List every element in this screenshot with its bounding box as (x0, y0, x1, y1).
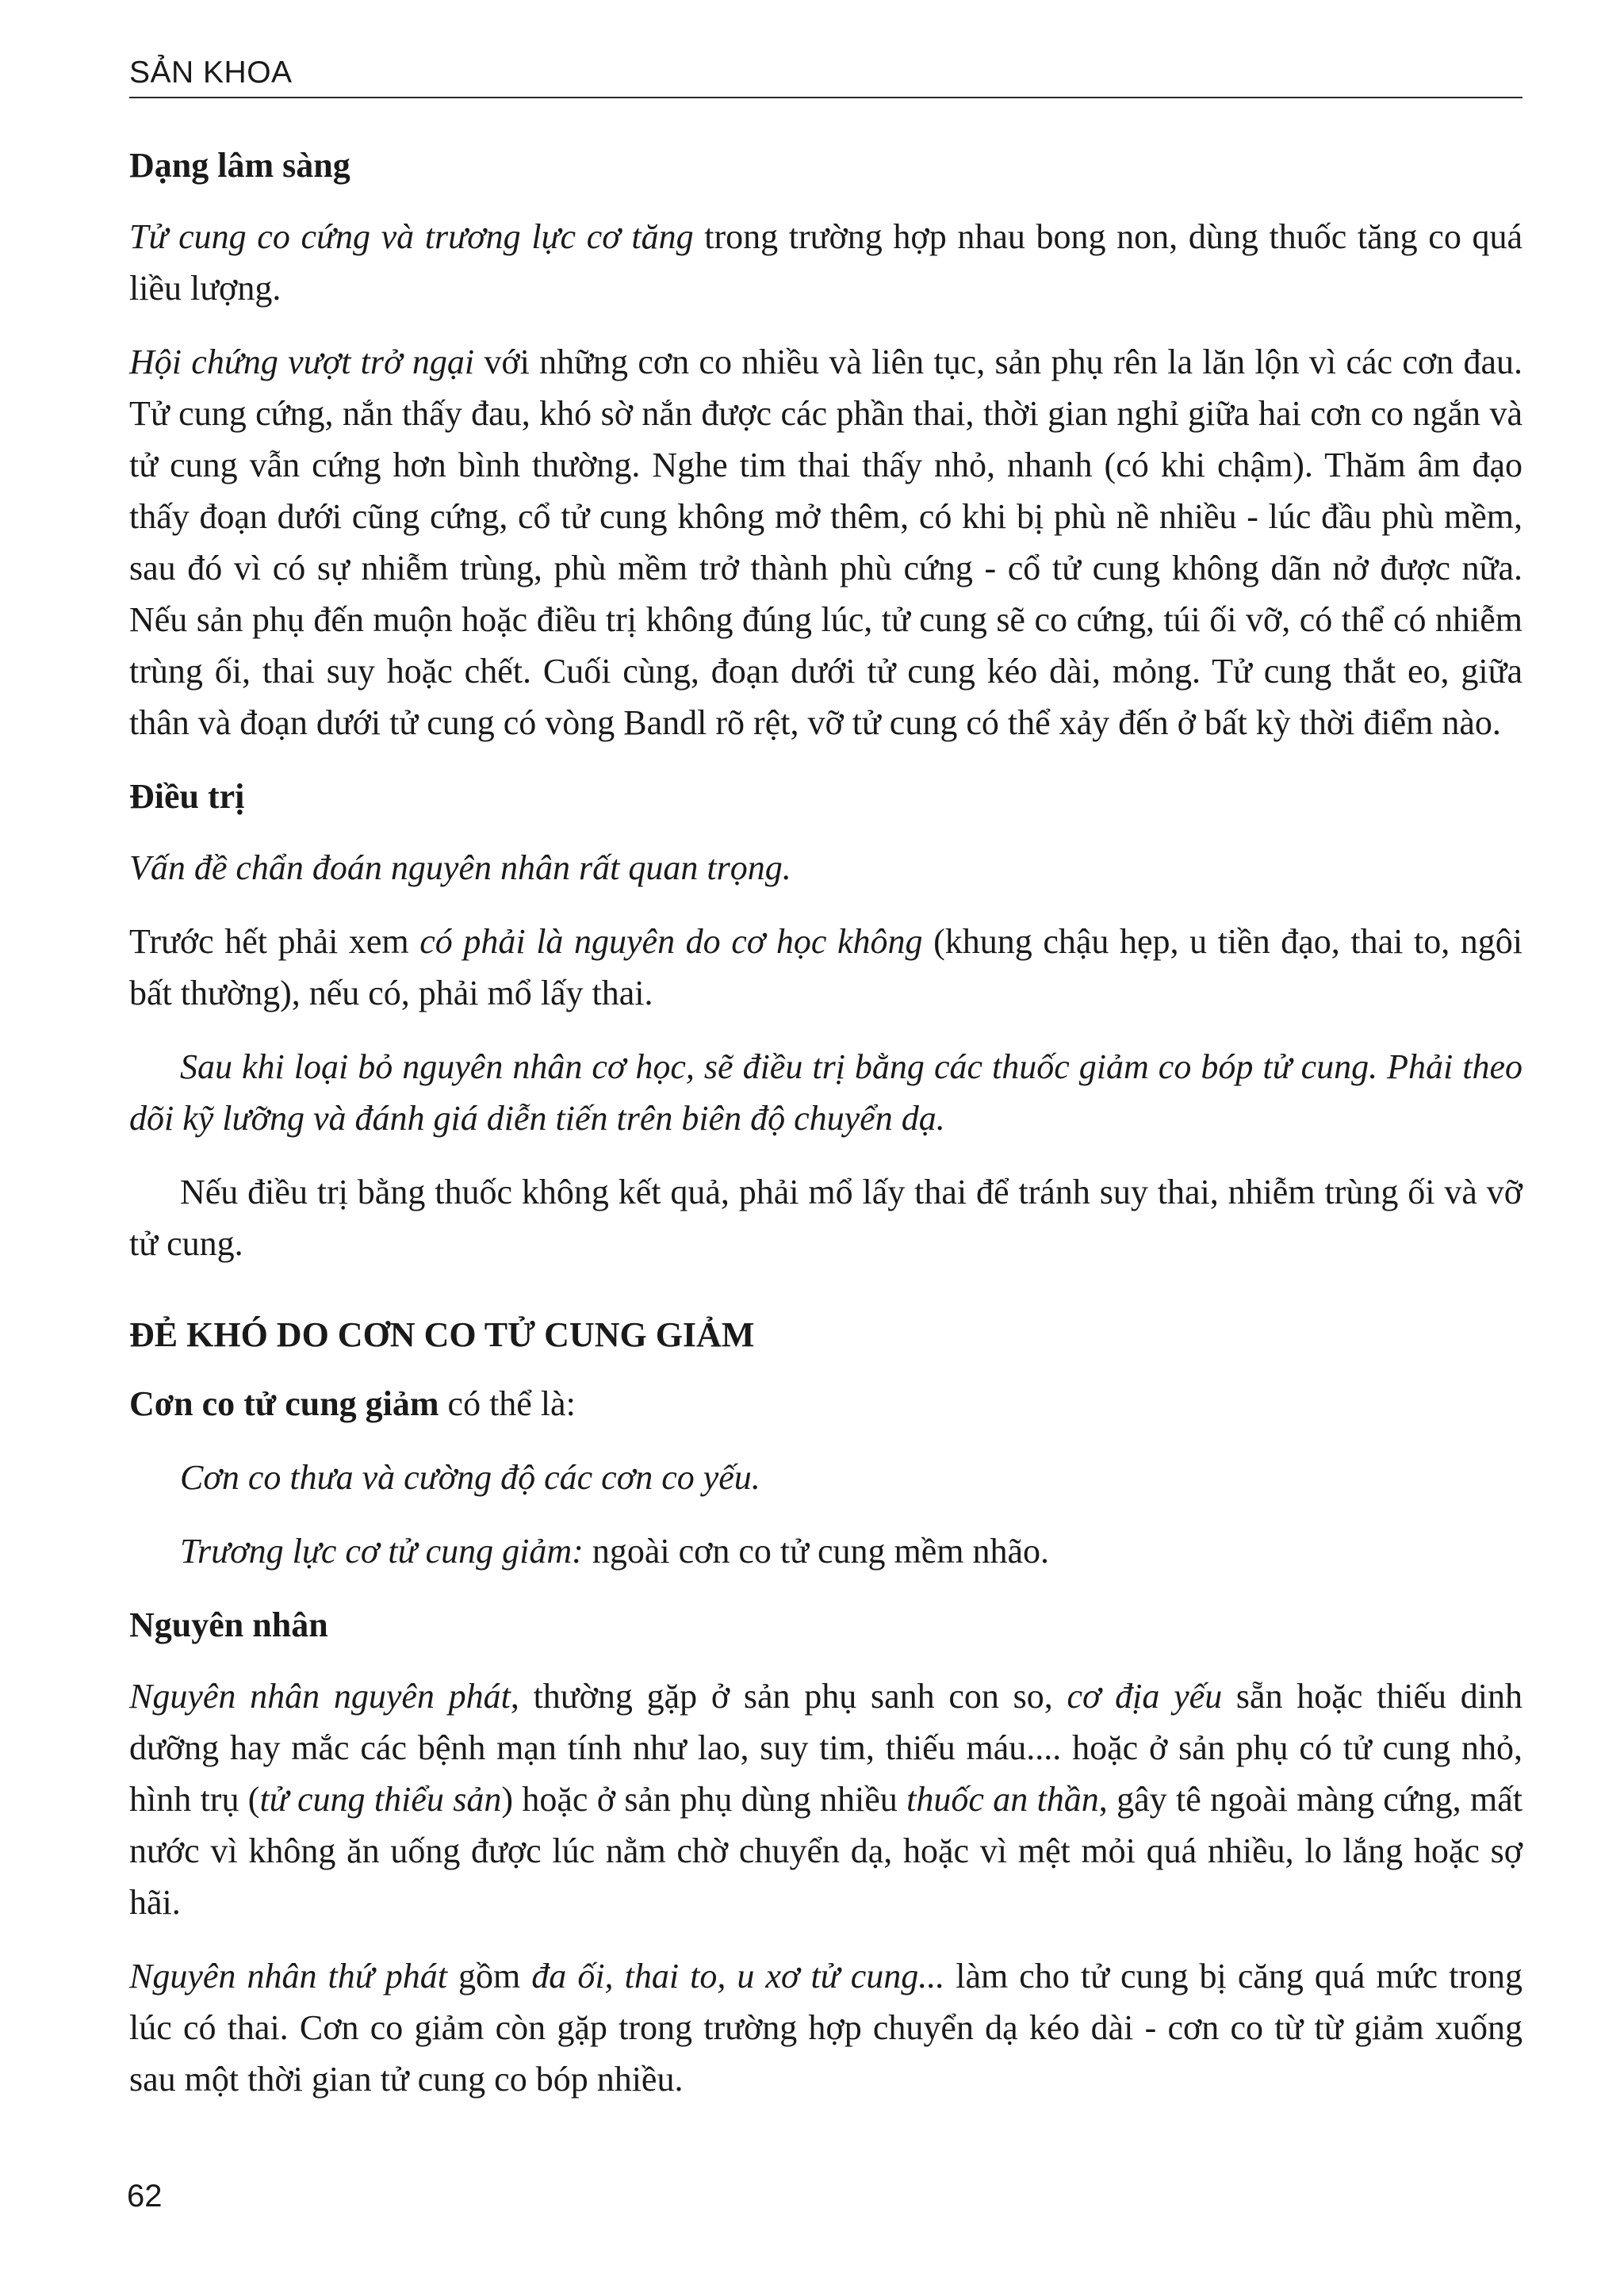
paragraph-text: làm cho tử cung bị căng quá mức trong lúc có thai. Cơn co giảm còn gặp trong trường hợp chuyển dạ kéo dài - cơn co từ từ giảm xuống sau một thời gian tử cung co bóp nhiều. (129, 1957, 1523, 2099)
paragraph-text: với những cơn co nhiều và liên tục, sản phụ rên la lăn lộn vì các cơn đau. Tử cung cứng, nắn thấy đau, khó sờ nắn được các phần thai, thời gian nghỉ giữa hai cơn co ngắn và tử cung vẫn cứng hơn bình thường. Nghe tim thai thấy nhỏ, nhanh (có khi chậm). Thăm âm đạo thấy đoạn dưới cũng cứng, cổ tử cung không mở thêm, có khi bị phù nề nhiều - lúc đầu phù mềm, sau đó vì có sự nhiễm trùng, phù mềm trở thành phù cứng - cổ tử cung không dãn nở được nữa. Nếu sản phụ đến muộn hoặc điều trị không đúng lúc, tử cung sẽ co cứng, túi ối vỡ, có thể có nhiễm trùng ối, thai suy hoặc chết. Cuối cùng, đoạn dưới tử cung kéo dài, mỏng. Tử cung thắt eo, giữa thân và đoạn dưới tử cung có vòng Bandl rõ rệt, vỡ tử cung có thể xảy đến ở bất kỳ thời điểm nào. (129, 342, 1522, 742)
paragraph (129, 916, 1522, 1019)
italic-term: Tử cung co cứng và trương lực cơ tăng (129, 217, 694, 256)
italic-term: đa ối, thai to, u xơ tử cung... (531, 1957, 945, 1996)
paragraph-text: , gây tê ngoài màng cứng, mất nước vì không ăn uống được lúc nằm chờ chuyển dạ, hoặc vì mệt mỏi quá nhiều, lo lắng hoặc sợ hãi. (129, 1780, 1522, 1922)
italic-term: Trương lực cơ tử cung giảm: (180, 1532, 584, 1571)
paragraph-text: ngoài cơn co tử cung mềm nhão. (583, 1532, 1050, 1571)
paragraph (129, 1041, 1522, 1144)
italic-term: cơ địa yếu (1067, 1677, 1223, 1716)
paragraph-text: (khung chậu hẹp, u tiền đạo, thai to, ngôi bất thường), nếu có, phải mổ lấy thai. (129, 922, 1523, 1012)
italic-term: tử cung thiểu sản (259, 1780, 502, 1819)
italic-term: Hội chứng vượt trở ngại (129, 342, 475, 381)
paragraph-text: Nếu điều trị bằng thuốc không kết quả, phải mổ lấy thai để tránh suy thai, nhiễm trùng ối và vỡ tử cung. (129, 1173, 1522, 1263)
heading-dieu-tri: Điều trị (129, 777, 245, 816)
paragraph-text: , thường gặp ở sản phụ sanh con so, (510, 1677, 1067, 1716)
paragraph (129, 1378, 1522, 1429)
paragraph-text: gồm (446, 1957, 532, 1996)
italic-term: thuốc an thần (906, 1780, 1099, 1819)
section-title: ĐẺ KHÓ DO CƠN CO TỬ CUNG GIẢM (129, 1315, 755, 1354)
paragraph (129, 1670, 1522, 1928)
paragraph (129, 336, 1522, 748)
paragraph (129, 1950, 1522, 2105)
italic-text: Vấn đề chẩn đoán nguyên nhân rất quan trọng. (129, 848, 791, 887)
paragraph (129, 211, 1522, 314)
paragraph-text: sẵn hoặc thiếu dinh dưỡng hay mắc các bệnh mạn tính như lao, suy tim, thiếu máu.... hoặc ở sản phụ có tử cung nhỏ, hình trụ ( (129, 1677, 1523, 1819)
paragraph-text: ) hoặc ở sản phụ dùng nhiều (501, 1780, 907, 1819)
header-label: SẢN KHOA (129, 55, 293, 90)
paragraph-text: Trước hết phải xem (129, 922, 420, 961)
list-item (129, 1525, 1522, 1577)
paragraph-text: có thể là: (439, 1384, 576, 1423)
paragraph-text: trong trường hợp nhau bong non, dùng thuốc tăng co quá liều lượng. (129, 217, 1522, 308)
heading-dang-lam-sang: Dạng lâm sàng (129, 146, 350, 185)
page-body (129, 140, 1522, 2105)
italic-text: Cơn co thưa và cường độ các cơn co yếu. (180, 1458, 760, 1497)
list-item (129, 1452, 1522, 1503)
italic-term: Nguyên nhân thứ phát (129, 1957, 447, 1996)
heading-nguyen-nhan: Nguyên nhân (129, 1605, 328, 1644)
paragraph (129, 1166, 1522, 1269)
italic-text: Sau khi loại bỏ nguyên nhân cơ học, sẽ điều trị bằng các thuốc giảm co bóp tử cung. Phải theo dõi kỹ lưỡng và đánh giá diễn tiến trên biên độ chuyển dạ. (129, 1047, 1522, 1138)
paragraph (129, 842, 1522, 894)
bold-term: Cơn co tử cung giảm (129, 1384, 439, 1423)
italic-term: có phải là nguyên do cơ học không (419, 922, 923, 961)
running-header (129, 55, 1522, 98)
italic-term: Nguyên nhân nguyên phát (129, 1677, 511, 1716)
page-number: 62 (127, 2179, 163, 2214)
